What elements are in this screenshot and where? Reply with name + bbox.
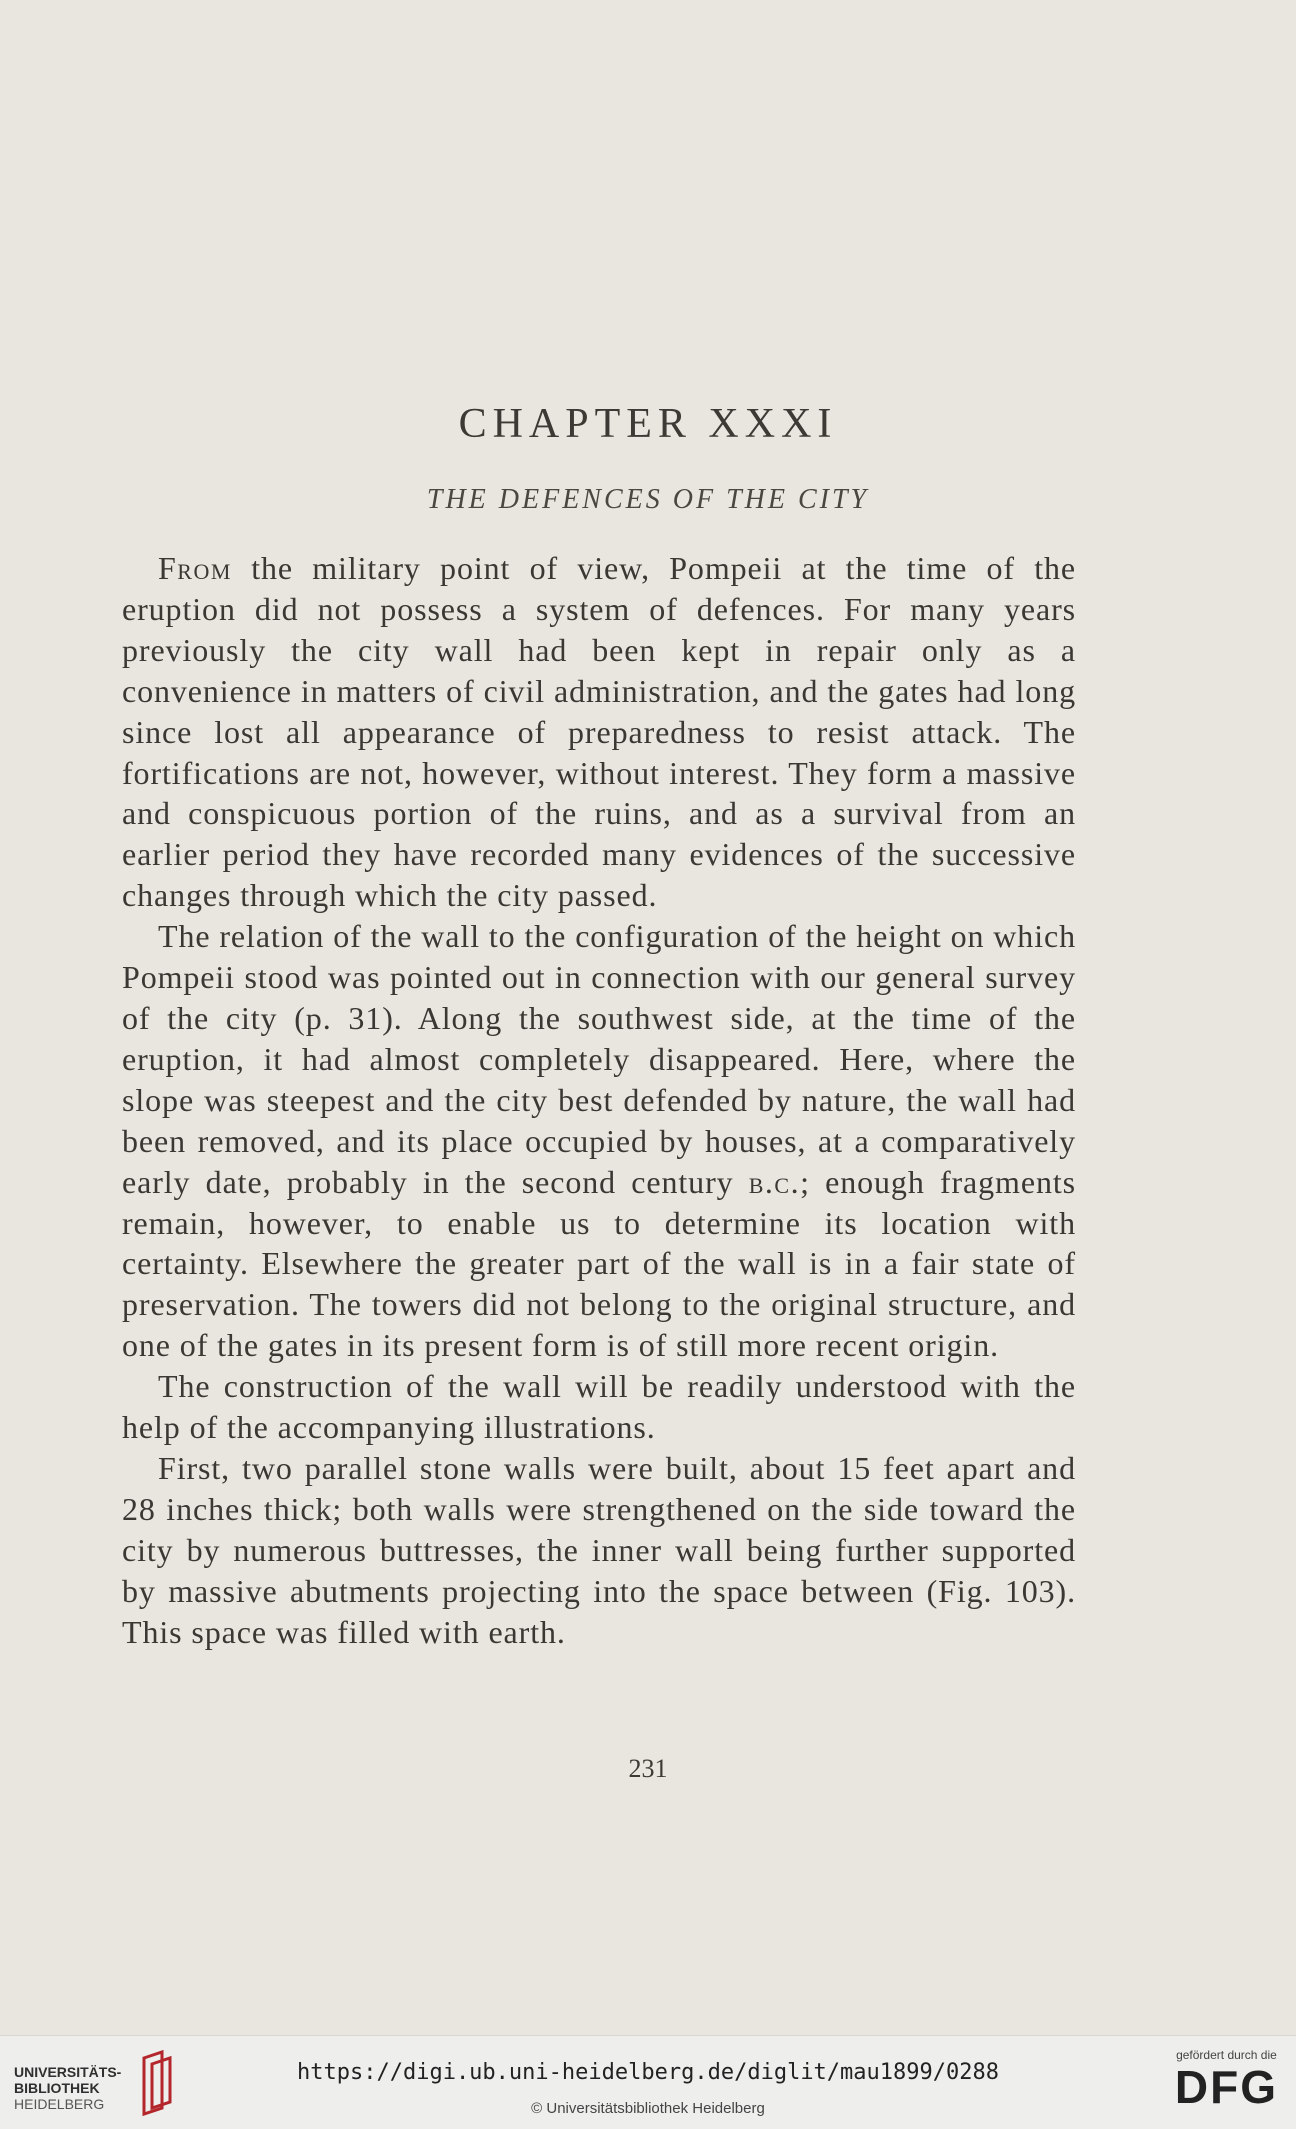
chapter-heading: CHAPTER XXXI xyxy=(458,401,838,447)
paragraph-1-lead: From xyxy=(158,550,232,586)
digitization-footer xyxy=(0,2035,1296,2129)
library-name-line3: HEIDELBERG xyxy=(14,2096,105,2112)
paragraph-1 xyxy=(122,548,1076,916)
library-name-line2: BIBLIOTHEK xyxy=(14,2080,100,2096)
copyright-notice: © Universitätsbibliothek Heidelberg xyxy=(531,2100,765,2117)
body-text xyxy=(122,548,1076,1652)
chapter-subtitle: THE DEFENCES OF THE CITY xyxy=(426,484,870,515)
paragraph-1-text: the military point of view, Pompeii at the time of the eruption did not possess a system of defences. For many years previously the city wall had been kept in repair only as a convenience in matters of civil administration, and the gates had long since lost all appearance of preparedness to resist attack. The fortifications are not, however, without interest. They form a massive and conspicuous portion of the ruins, and as a survival from an earlier period they have recorded many evidences of the successive changes through which the city passed. xyxy=(122,550,1076,914)
paragraph-2-text-b: ; enough fragments remain, however, to enable us to determine its location with certainty. Elsewhere the greater part of the wall is in a fair state of preservation. The towers did not belong to the original structure, and one of the gates in its present form is of still more recent origin. xyxy=(122,1163,1076,1364)
permalink-url[interactable]: https://digi.ub.uni-heidelberg.de/diglit/mau1899/0288 xyxy=(297,2060,999,2085)
dfg-note: gefördert durch die xyxy=(1176,2048,1277,2062)
library-name-line1: UNIVERSITÄTS- xyxy=(14,2064,122,2080)
era-abbreviation: b.c. xyxy=(748,1163,801,1200)
paragraph-2 xyxy=(122,916,1076,1366)
paragraph-2-text-a: The relation of the wall to the configuration of the height on which Pompeii stood was pointed out in connection with our general survey of the city (p. 31). Along the southwest side, at the time of the eruption, it had almost completely disappeared. Here, where the slope was steepest and the city best defended by nature, the wall had been removed, and its place occupied by houses, at a comparatively early date, probably in the second century xyxy=(122,918,1076,1200)
paragraph-4: First, two parallel stone walls were built, about 15 feet apart and 28 inches thick; both walls were strengthened on the side toward the city by numerous buttresses, the inner wall being further supported by massive abutments projecting into the space between (Fig. 103). This space was filled with earth. xyxy=(122,1449,1076,1650)
dfg-wordmark: DFG xyxy=(1174,2061,1278,2113)
dfg-logo xyxy=(1175,2048,1278,2112)
paragraph-3: The construction of the wall will be readily understood with the help of the accompanying illustrations. xyxy=(122,1368,1076,1446)
page-number: 231 xyxy=(628,1754,668,1783)
